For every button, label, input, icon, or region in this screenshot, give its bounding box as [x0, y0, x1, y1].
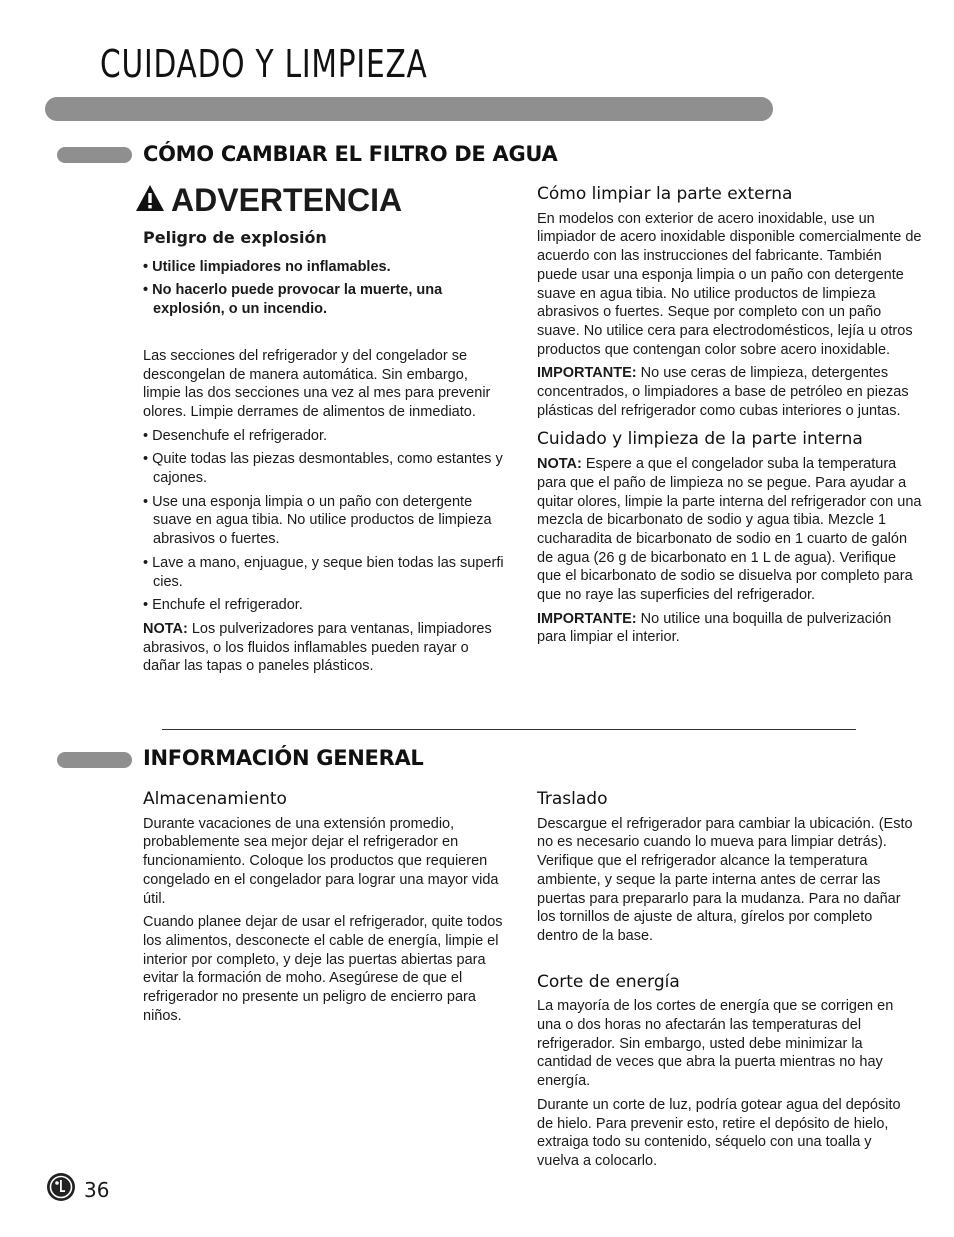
interior-important — [537, 610, 922, 647]
moving-title: Traslado — [537, 789, 608, 809]
note-paragraph — [143, 620, 505, 676]
list-item: • Quite todas las piezas desmontables, como estantes y cajones. — [143, 450, 505, 487]
warning-block — [135, 182, 402, 219]
list-item: • Lave a mano, enjuague, y seque bien todas las superfi cies. — [143, 554, 505, 591]
interior-note — [537, 455, 922, 605]
footer — [46, 1172, 109, 1207]
list-item: • Desenchufe el refrigerador. — [143, 427, 505, 446]
left-column-cleaning — [143, 229, 505, 681]
section-heading-water-filter: CÓMO CAMBIAR EL FILTRO DE AGUA — [143, 142, 558, 166]
title-bar — [45, 97, 773, 121]
note-label: NOTA: — [143, 620, 188, 637]
list-item: • Use una esponja limpia o un paño con detergente suave en agua tibia. No utilice productos de limpieza abrasivos o fuertes. — [143, 493, 505, 549]
page-title: CUIDADO Y LIMPIEZA — [100, 42, 428, 86]
note-text: Espere a que el congelador suba la temperatura para que el paño de limpieza no se pegue. Para ayudar a quitar olores, limpie la parte interna del refrigerador con una mezcla de bicarbonato de sodio y agua tibia. Mezcle 1 cucharadita de bicarbonato de sodio en 1 cuarto de galón de agua (26 g de bicarbonato en 1 L de agua). Verifique que el bicarbonato de sodio se disuelva por completo para que no raye las superficies del refrigerador. — [537, 456, 922, 604]
hazard-title: Peligro de explosión — [143, 228, 327, 247]
list-item: • Utilice limpiadores no inflamables. — [143, 258, 505, 277]
important-label: IMPORTANTE: — [537, 365, 637, 382]
list-item: • Enchufe el refrigerador. — [143, 596, 505, 615]
exterior-important — [537, 364, 922, 420]
storage-paragraph: Cuando planee dejar de usar el refrigerador, quite todos los alimentos, desconecte el cable de energía, limpie el interior por completo, y deje las puertas abiertas para evitar la formación de moho. Asegúrese de que el refrigerador no presente un peligro de encierro para niños. — [143, 914, 503, 1024]
section-pill — [57, 147, 132, 163]
warning-triangle-icon — [135, 184, 165, 217]
note-label: NOTA: — [537, 456, 582, 473]
power-paragraph: Durante un corte de luz, podría gotear agua del depósito de hielo. Para prevenir esto, retire el depósito de hielo, extraiga todo su contenido, séquelo con una toalla y vuelva a colocarlo. — [537, 1096, 901, 1169]
important-text: No utilice una boquilla de pulverización para limpiar el interior. — [537, 610, 892, 646]
exterior-title: Cómo limpiar la parte externa — [537, 184, 793, 204]
important-text: No use ceras de limpieza, detergentes concentrados, o limpiadores a base de petróleo en piezas plásticas del refrigerador como cubas interiores o juntas. — [537, 365, 909, 419]
intro-paragraph: Las secciones del refrigerador y del congelador se descongelan de manera automática. Sin embargo, limpie las dos secciones una vez al mes para prevenir olores. Limpie derrames de alimentos de inmediato. — [143, 347, 491, 420]
power-title: Corte de energía — [537, 971, 680, 992]
storage-title: Almacenamiento — [143, 789, 287, 809]
exterior-paragraph: En modelos con exterior de acero inoxidable, use un limpiador de acero inoxidable disponible comercialmente de acuerdo con las instrucciones del fabricante. También puede usar una esponja limpia o un paño con detergente suave en agua tibia. No utilice productos de limpieza abrasivos o fuertes. Seque por completo con un paño suave. No utilice cera para electrodomésticos, lejía u otros productos que contengan color sobre acero inoxidable. — [537, 210, 922, 358]
moving-paragraph: Descargue el refrigerador para cambiar la ubicación. (Esto no es necesario cuando lo mueva para limpiar detrás). Verifique que el refrigerador alcance la temperatura ambiente, y seque la parte interna antes de cerrar las puertas para prepararlo para la mudanza. Para no dañar los tornillos de ajuste de altura, gírelos por completo dentro de la base. — [537, 815, 913, 944]
section-divider — [162, 729, 856, 730]
left-column-general — [143, 790, 515, 1030]
lg-logo-icon — [46, 1172, 76, 1207]
interior-title: Cuidado y limpieza de la parte interna — [537, 429, 863, 450]
hazard-list — [143, 258, 505, 319]
page-number: 36 — [84, 1177, 110, 1202]
steps-list — [143, 427, 505, 615]
section-pill — [57, 752, 132, 768]
list-item: • No hacerlo puede provocar la muerte, una explosión, o un incendio. — [143, 281, 505, 318]
storage-paragraph: Durante vacaciones de una extensión promedio, probablemente sea mejor dejar el refrigerador en funcionamiento. Coloque los productos que requieren congelado en el congelador para lograr una mayor vida útil. — [143, 815, 499, 907]
power-paragraph: La mayoría de los cortes de energía que se corrigen en una o dos horas no afectarán las temperaturas del refrigerador. Sin embargo, usted debe minimizar la cantidad de veces que abra la puerta mientras no hay energía. — [537, 998, 894, 1090]
right-column-general — [537, 790, 917, 1176]
note-text: Los pulverizadores para ventanas, limpiadores abrasivos, o los fluidos inflamables pueden rayar o dañar las tapas o paneles plásticos. — [143, 620, 492, 675]
right-column-cleaning — [537, 185, 922, 652]
section-heading-general-info: INFORMACIÓN GENERAL — [143, 746, 424, 770]
warning-title: ADVERTENCIA — [171, 182, 403, 218]
important-label: IMPORTANTE: — [537, 610, 637, 627]
